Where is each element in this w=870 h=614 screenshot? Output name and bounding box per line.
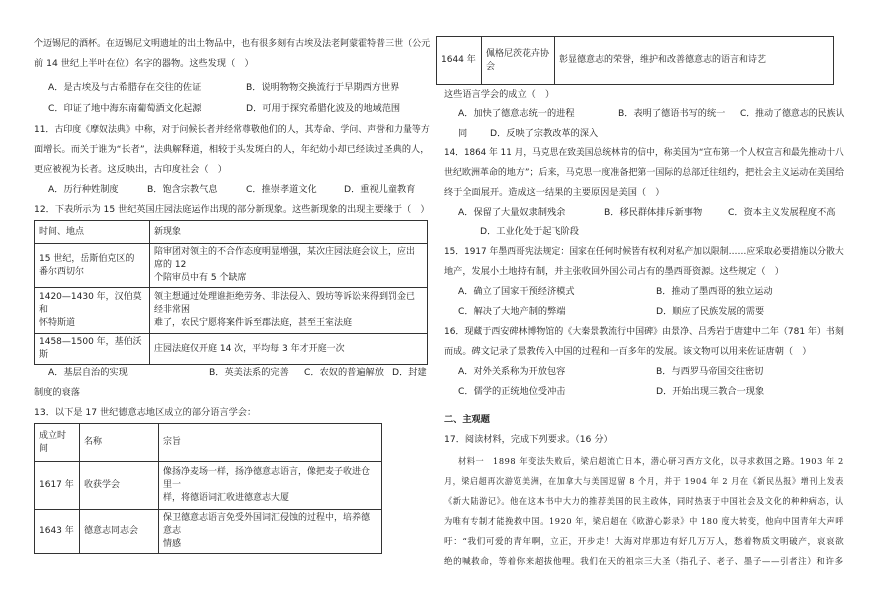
q10-option-c: C．印证了地中海东南葡萄酒文化起源	[48, 103, 202, 114]
q16-stem-1: 16．现藏于西安碑林博物馆的《大秦景教流行中国碑》由景净、吕秀岩于唐建中二年（781 年）书刻	[444, 326, 844, 337]
q13-table-header-name: 名称	[80, 424, 159, 462]
q14-stem-3: 终于全面展开。造成这一结果的主要原因是美国（ ）	[444, 187, 665, 198]
q12-table-cell: 庄园法庭仅开庭 14 次，平均每 3 年才开庭一次	[150, 334, 428, 365]
q13-stem-end: 这些语言学会的成立（ ）	[444, 89, 555, 100]
q12-table-cell: 1458—1500 年，基伯沃斯	[35, 334, 150, 365]
q10-option-b: B．说明物物交换流行于早期西方世界	[246, 82, 400, 93]
q14-stem-1: 14．1864 年 11 月，马克思在致美国总统林肯的信中，称美国为“宣布第一个人权宣言和最先推动十八	[444, 147, 844, 158]
q11-stem-2: 面增长。而关于谁为“长者”，法典解释道，相较于头发斑白的人，年纪幼小却已经读过圣典的人，	[34, 144, 430, 155]
q13-table-cell: 德意志同志会	[80, 510, 159, 554]
q11-stem-3: 更应被视为长者。这反映出，古印度社会（ ）	[34, 164, 227, 175]
q13-table-cell: 1643 年	[35, 510, 80, 554]
q13-option-a: A．加快了德意志统一的进程	[458, 108, 575, 119]
q12-table-cell: 1420—1430 年，汉伯莫和 怀特斯道	[35, 288, 150, 334]
q12-table-cell: 15 世纪，岳斯伯克区的 番尔西切尔	[35, 244, 150, 288]
q12-table-header-time: 时间、地点	[35, 221, 150, 244]
q13-option-c-cont: 同	[458, 128, 468, 139]
q12-table-cell: 陪审团对领主的不合作态度明显增强，某次庄园法庭会议上，应出席的 12 个陪审员中有 5 个缺席	[150, 244, 428, 288]
q12-option-d: D．封建	[392, 367, 427, 378]
q13-table	[34, 423, 382, 554]
q12-option-d-cont: 制度的衰落	[34, 387, 80, 398]
material-line-6: 绝的喊救命，等着你来超拔他哩。我们在天的祖宗三大圣（指孔子、老子、墨子——引者注）和许多	[444, 557, 844, 567]
q15-stem-2: 地产，发展小土地持有制，并主张收回外国公司占有的墨西哥资源。这些规定（ ）	[444, 266, 784, 277]
q14-option-c: C．资本主义发展程度不高	[728, 207, 836, 218]
intro-line-2: 前 14 世纪上半叶在位）名字的器物。这些发现（ ）	[34, 58, 254, 69]
q11-option-b: B．饱含宗教气息	[147, 184, 218, 195]
section-heading: 二、主观题	[444, 414, 490, 425]
material-line-4: 为唯有专制才能挽救中国。1920 年，梁启超在《欧游心影录》中 180 度大转变，他向中国青年大声呼	[444, 517, 845, 527]
q13-table-cell: 收获学会	[80, 462, 159, 510]
q15-option-d: D．顺应了民族发展的需要	[656, 306, 765, 317]
q13-stem: 13．以下是 17 世纪德意志地区成立的部分语言学会：	[34, 407, 257, 418]
q12-table-header-phenomenon: 新现象	[150, 221, 428, 244]
material-line-2: 月，梁启超再次游览美洲，在加拿大与美国逗留 8 个月，并于 1904 年 2 月在《新民丛报》增刊上发表	[444, 477, 844, 487]
q13-table-cell: 1617 年	[35, 462, 80, 510]
q13-table-cell: 彰显德意志的荣誉，维护和改善德意志的语言和诗艺	[555, 37, 834, 85]
q13-table-continued	[436, 36, 834, 85]
q14-stem-2: 世纪欧洲革命的地方”；后来，马克思一度准备把第一国际的总部迁往纽约，把社会主义运动在美国给	[444, 167, 845, 178]
q17-stem: 17．阅读材料，完成下列要求。（16 分）	[444, 434, 613, 445]
q15-stem-1: 15．1917 年墨西哥宪法规定：国家在任何时候皆有权利对私产加以限制……应采取必要措施以分散大	[444, 246, 844, 257]
q11-stem-1: 11．古印度《摩奴法典》中称，对于问候长者并经常尊敬他们的人，其寿命、学问、声誉和力量等方	[34, 124, 430, 135]
q10-option-a: A．是古埃及与古希腊存在交往的佐证	[48, 82, 202, 93]
q12-table-cell: 领主想通过处理谁拒绝劳务、非法侵入、毁坊等诉讼来得到罚金已经非常困 难了，农民宁愿将案件诉至郡法庭，甚至王室法庭	[150, 288, 428, 334]
q13-table-cell: 佩格尼茨花卉协 会	[482, 37, 555, 85]
q16-stem-2: 而成。碑文记录了景教传入中国的过程和一百多年的发展。该文物可以用来佐证唐朝（ ）	[444, 346, 812, 357]
q15-option-a: A．确立了国家干预经济模式	[458, 286, 575, 297]
q14-option-b: B．移民群体排斥新事物	[604, 207, 703, 218]
q12-option-c: C．农奴的普遍解放	[304, 367, 384, 378]
q16-option-c: C．儒学的正统地位受冲击	[458, 386, 566, 397]
q12-stem: 12．下表所示为 15 世纪英国庄园法庭运作出现的部分新现象。这些新现象的出现主要缘于（ ）	[34, 204, 430, 215]
q16-option-a: A．对外关系称为开放包容	[458, 366, 566, 377]
q15-option-b: B．推动了墨西哥的独立运动	[656, 286, 773, 297]
intro-line-1: 个迈锡尼的酒杯。在迈锡尼文明遗址的出土物品中，也有很多刻有古埃及法老阿蒙霍特普三世（公元	[34, 38, 431, 49]
q12-option-a: A．基层自治的实现	[48, 367, 128, 378]
q12-option-b: B．英美法系的完善	[209, 367, 289, 378]
q11-option-a: A．历行种姓制度	[48, 184, 119, 195]
q13-option-c: C．推动了德意志的民族认	[740, 108, 845, 119]
q12-table	[34, 220, 428, 365]
q13-table-header-time: 成立时 间	[35, 424, 80, 462]
q13-table-header-purpose: 宗旨	[159, 424, 382, 462]
q16-option-d: D．开始出现三教合一现象	[656, 386, 765, 397]
q13-option-b: B．表明了德语书写的统一	[618, 108, 726, 119]
q10-option-d: D．可用于探究希腊化波及的地域范围	[246, 103, 401, 114]
material-line-3: 《新大陆游记》。他在这本书中大力的推荐美国的民主政体，同时热衷于中国社会及文化的种种病态，认	[444, 497, 844, 507]
q11-option-d: D．重视儿童教育	[344, 184, 416, 195]
q11-option-c: C．推崇孝道文化	[246, 184, 317, 195]
q14-option-a: A．保留了大量奴隶制残余	[458, 207, 566, 218]
q14-option-d: D．工业化处于起飞阶段	[480, 226, 579, 237]
q15-option-c: C．解决了大地产制的弊端	[458, 306, 566, 317]
q13-table-cell: 保卫德意志语言免受外国词汇侵蚀的过程中，培养德意志 情感	[159, 510, 382, 554]
material-line-5: 吁：“我们可爱的青年啊，立正，开步走！大海对岸那边有好几万万人，愁着物质文明破产，哀哀欲	[444, 537, 845, 547]
q13-table-cell: 1644 年	[437, 37, 482, 85]
material-line-1: 材料一 1898 年变法失败后，梁启超流亡日本，潜心研习西方文化，以寻求救国之路。1903 年 2	[458, 457, 844, 467]
q13-option-d: D．反映了宗教改革的深入	[490, 128, 599, 139]
q13-table-cell: 像扬净麦场一样，扬净德意志语言，像把麦子收进仓里一 样，将德语词汇收进德意志大厦	[159, 462, 382, 510]
q16-option-b: B．与西罗马帝国交往密切	[656, 366, 764, 377]
